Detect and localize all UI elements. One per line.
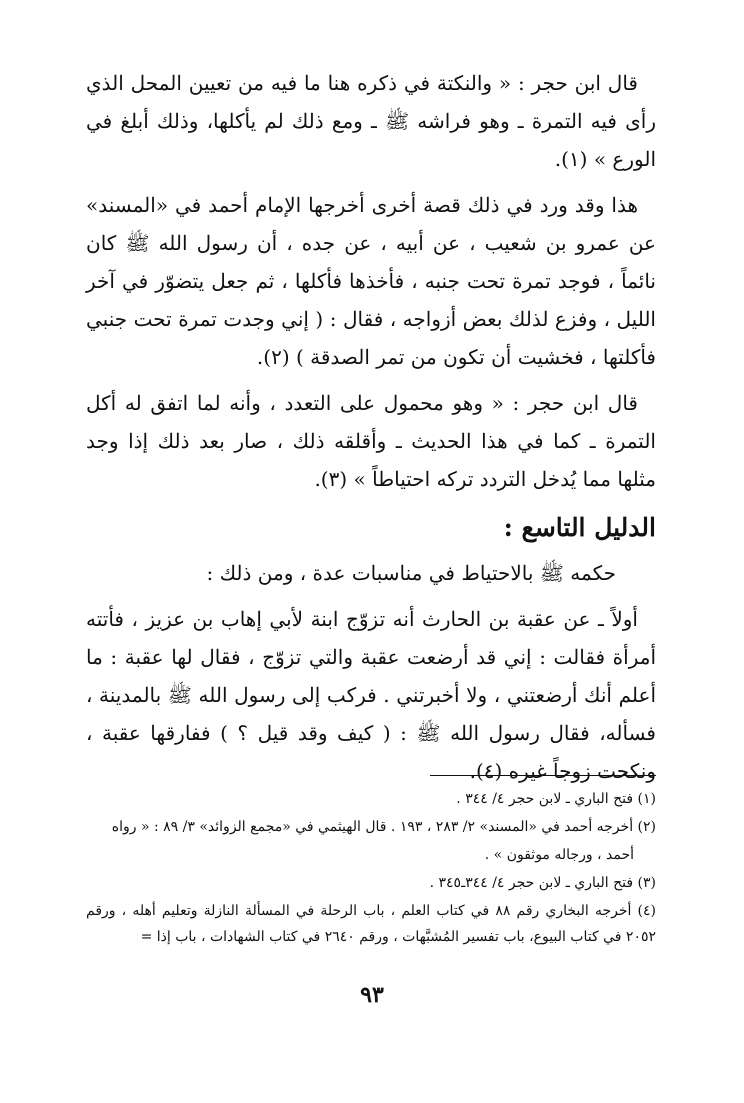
main-text <box>86 64 656 798</box>
paragraph-musnad-story: هذا وقد ورد في ذلك قصة أخرى أخرجها الإمام أحمد في «المسند» عن عمرو بن شعيب ، عن أبيه ، عن جده ، أن رسول الله ﷺ كان نائماً ، فوجد تمرة تحت جنبه ، فأخذها فأكلها ، ثم جعل يتضوّر في آخر الليل ، وفزع لذلك بعض أزواجه ، فقال : ( إني وجدت تمرة تحت جنبي فأكلتها ، فخشيت أن تكون من تمر الصدقة ) (٢). <box>86 193 656 369</box>
footnote-4: (٤) أخرجه البخاري رقم ٨٨ في كتاب العلم ، باب الرحلة في المسألة النازلة وتعليم أهله ، ورقم ٢٠٥٢ في كتاب البيوع، باب تفسير المُشبَّهات ، ورقم ٢٦٤٠ في كتاب الشهادات ، باب إذا = <box>86 903 656 945</box>
footnote-divider <box>430 775 656 776</box>
paragraph-ibn-hajar-explanation: قال ابن حجر : « وهو محمول على التعدد ، وأنه لما اتفق له أكل التمرة ـ كما في هذا الحديث ـ وأقلقه ذلك ، صار بعد ذلك إذا وجد مثلها مما يُدخل التردد تركه احتياطاً » (٣). <box>86 391 656 491</box>
paragraph-intro: حكمه ﷺ بالاحتياط في مناسبات عدة ، ومن ذلك : <box>206 561 616 585</box>
paragraph-ibn-hajar-note: قال ابن حجر : « والنكتة في ذكره هنا ما فيه من تعيين المحل الذي رأى فيه التمرة ـ وهو فراشه ﷺ ـ ومع ذلك لم يأكلها، وذلك أبلغ في الورع » (١). <box>86 71 656 171</box>
footnote-2-continued: أحمد ، ورجاله موثقون » . <box>484 847 634 863</box>
footnote-2: (٢) أخرجه أحمد في «المسند» ٢/ ٢٨٣ ، ١٩٣ . قال الهيثمي في «مجمع الزوائد» ٣/ ٨٩ : « رواه <box>111 819 656 835</box>
footnote-3: (٣) فتح الباري ـ لابن حجر ٤/ ٣٤٤ـ٣٤٥ . <box>429 875 656 891</box>
footnotes <box>86 786 656 952</box>
page-number: ٩٣ <box>360 982 384 1008</box>
footnote-1: (١) فتح الباري ـ لابن حجر ٤/ ٣٤٤ . <box>456 791 656 807</box>
section-heading: الدليل التاسع : <box>503 513 656 542</box>
paragraph-uqba-hadith: أولاً ـ عن عقبة بن الحارث أنه تزوّج ابنة لأبي إهاب بن عزيز ، فأتته أمرأة فقالت : إني قد أرضعت عقبة والتي تزوّج ، فقال لها عقبة : ما أعلم أنك أرضعتني ، ولا أخبرتني . فركب إلى رسول الله ﷺ بالمدينة ، فسأله، فقال رسول الله ﷺ : ( كيف وقد قيل ؟ ) ففارقها عقبة ، ونكحت زوجاً غيره (٤). <box>86 607 656 783</box>
